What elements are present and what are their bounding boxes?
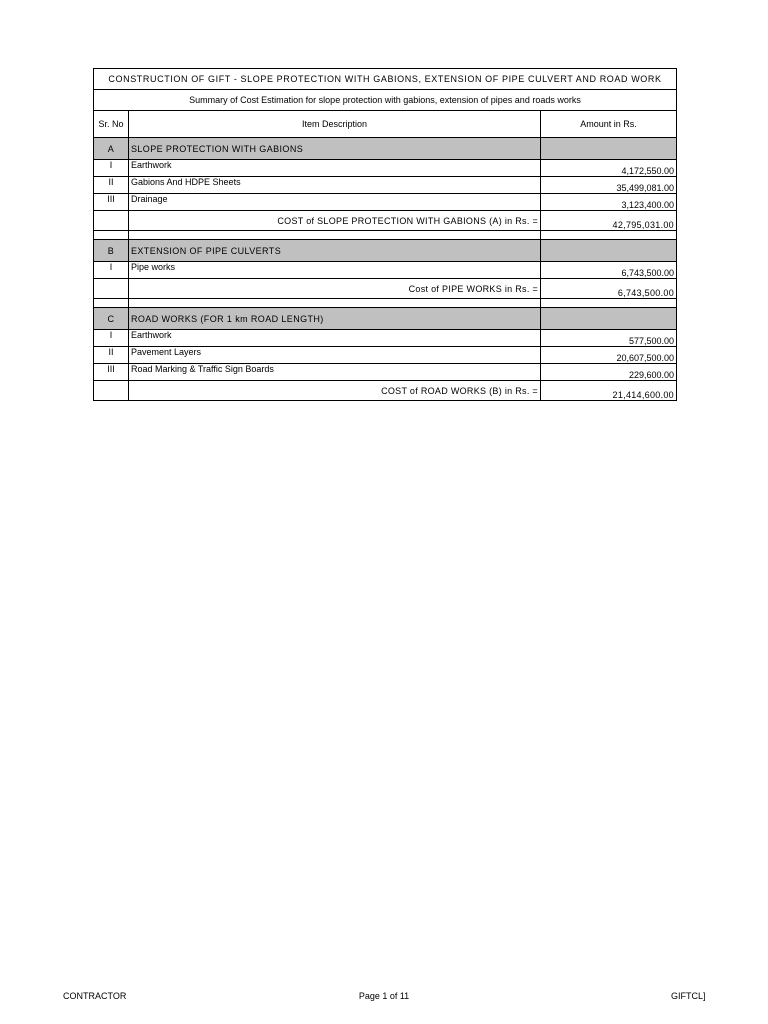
document-subtitle: Summary of Cost Estimation for slope protection with gabions, extension of pipes and roads works	[94, 90, 677, 111]
total-row	[94, 381, 677, 401]
table-row	[94, 262, 677, 279]
footer-document-code: GIFTCL]	[671, 991, 706, 1001]
section-sr: B	[94, 240, 129, 262]
section-sr: C	[94, 308, 129, 330]
item-amount: 3,123,400.00	[541, 194, 677, 211]
total-amount: 6,743,500.00	[541, 279, 677, 299]
total-sr-cell	[94, 279, 129, 299]
section-label: ROAD WORKS (FOR 1 km ROAD LENGTH)	[129, 308, 541, 330]
item-description: Road Marking & Traffic Sign Boards	[129, 364, 541, 381]
footer-contractor: CONTRACTOR	[63, 991, 127, 1001]
section-row	[94, 138, 677, 160]
item-sr: III	[94, 194, 129, 211]
item-description: Gabions And HDPE Sheets	[129, 177, 541, 194]
item-amount: 577,500.00	[541, 330, 677, 347]
item-amount: 229,600.00	[541, 364, 677, 381]
item-description: Earthwork	[129, 330, 541, 347]
section-amount-cell	[541, 308, 677, 330]
spacer-row	[94, 299, 677, 308]
subtitle-row	[94, 90, 677, 111]
total-amount: 42,795,031.00	[541, 211, 677, 231]
footer-page-number: Page 1 of 11	[358, 991, 410, 1001]
total-sr-cell	[94, 381, 129, 401]
total-row	[94, 279, 677, 299]
item-sr: II	[94, 177, 129, 194]
item-amount: 6,743,500.00	[541, 262, 677, 279]
total-label: COST of SLOPE PROTECTION WITH GABIONS (A) in Rs. =	[129, 211, 541, 231]
spacer-row	[94, 231, 677, 240]
table-row	[94, 364, 677, 381]
item-description: Pavement Layers	[129, 347, 541, 364]
table-row	[94, 177, 677, 194]
title-row	[94, 69, 677, 90]
cost-summary-table	[93, 68, 677, 401]
header-sr-no: Sr. No	[94, 111, 129, 138]
item-amount: 35,499,081.00	[541, 177, 677, 194]
table-row	[94, 194, 677, 211]
total-label: Cost of PIPE WORKS in Rs. =	[129, 279, 541, 299]
total-amount: 21,414,600.00	[541, 381, 677, 401]
section-row	[94, 240, 677, 262]
section-sr: A	[94, 138, 129, 160]
item-description: Earthwork	[129, 160, 541, 177]
item-amount: 4,172,550.00	[541, 160, 677, 177]
item-amount: 20,607,500.00	[541, 347, 677, 364]
section-label: SLOPE PROTECTION WITH GABIONS	[129, 138, 541, 160]
table-row	[94, 347, 677, 364]
header-item-description: Item Description	[129, 111, 541, 138]
total-sr-cell	[94, 211, 129, 231]
item-sr: III	[94, 364, 129, 381]
total-label: COST of ROAD WORKS (B) in Rs. =	[129, 381, 541, 401]
item-sr: I	[94, 160, 129, 177]
header-row	[94, 111, 677, 138]
item-description: Drainage	[129, 194, 541, 211]
section-label: EXTENSION OF PIPE CULVERTS	[129, 240, 541, 262]
total-row	[94, 211, 677, 231]
header-amount: Amount in Rs.	[541, 111, 677, 138]
section-amount-cell	[541, 240, 677, 262]
table-row	[94, 160, 677, 177]
document-title: CONSTRUCTION OF GIFT - SLOPE PROTECTION WITH GABIONS, EXTENSION OF PIPE CULVERT AND ROAD WORK	[94, 69, 677, 90]
section-amount-cell	[541, 138, 677, 160]
item-sr: I	[94, 262, 129, 279]
section-row	[94, 308, 677, 330]
item-description: Pipe works	[129, 262, 541, 279]
table-row	[94, 330, 677, 347]
item-sr: I	[94, 330, 129, 347]
item-sr: II	[94, 347, 129, 364]
